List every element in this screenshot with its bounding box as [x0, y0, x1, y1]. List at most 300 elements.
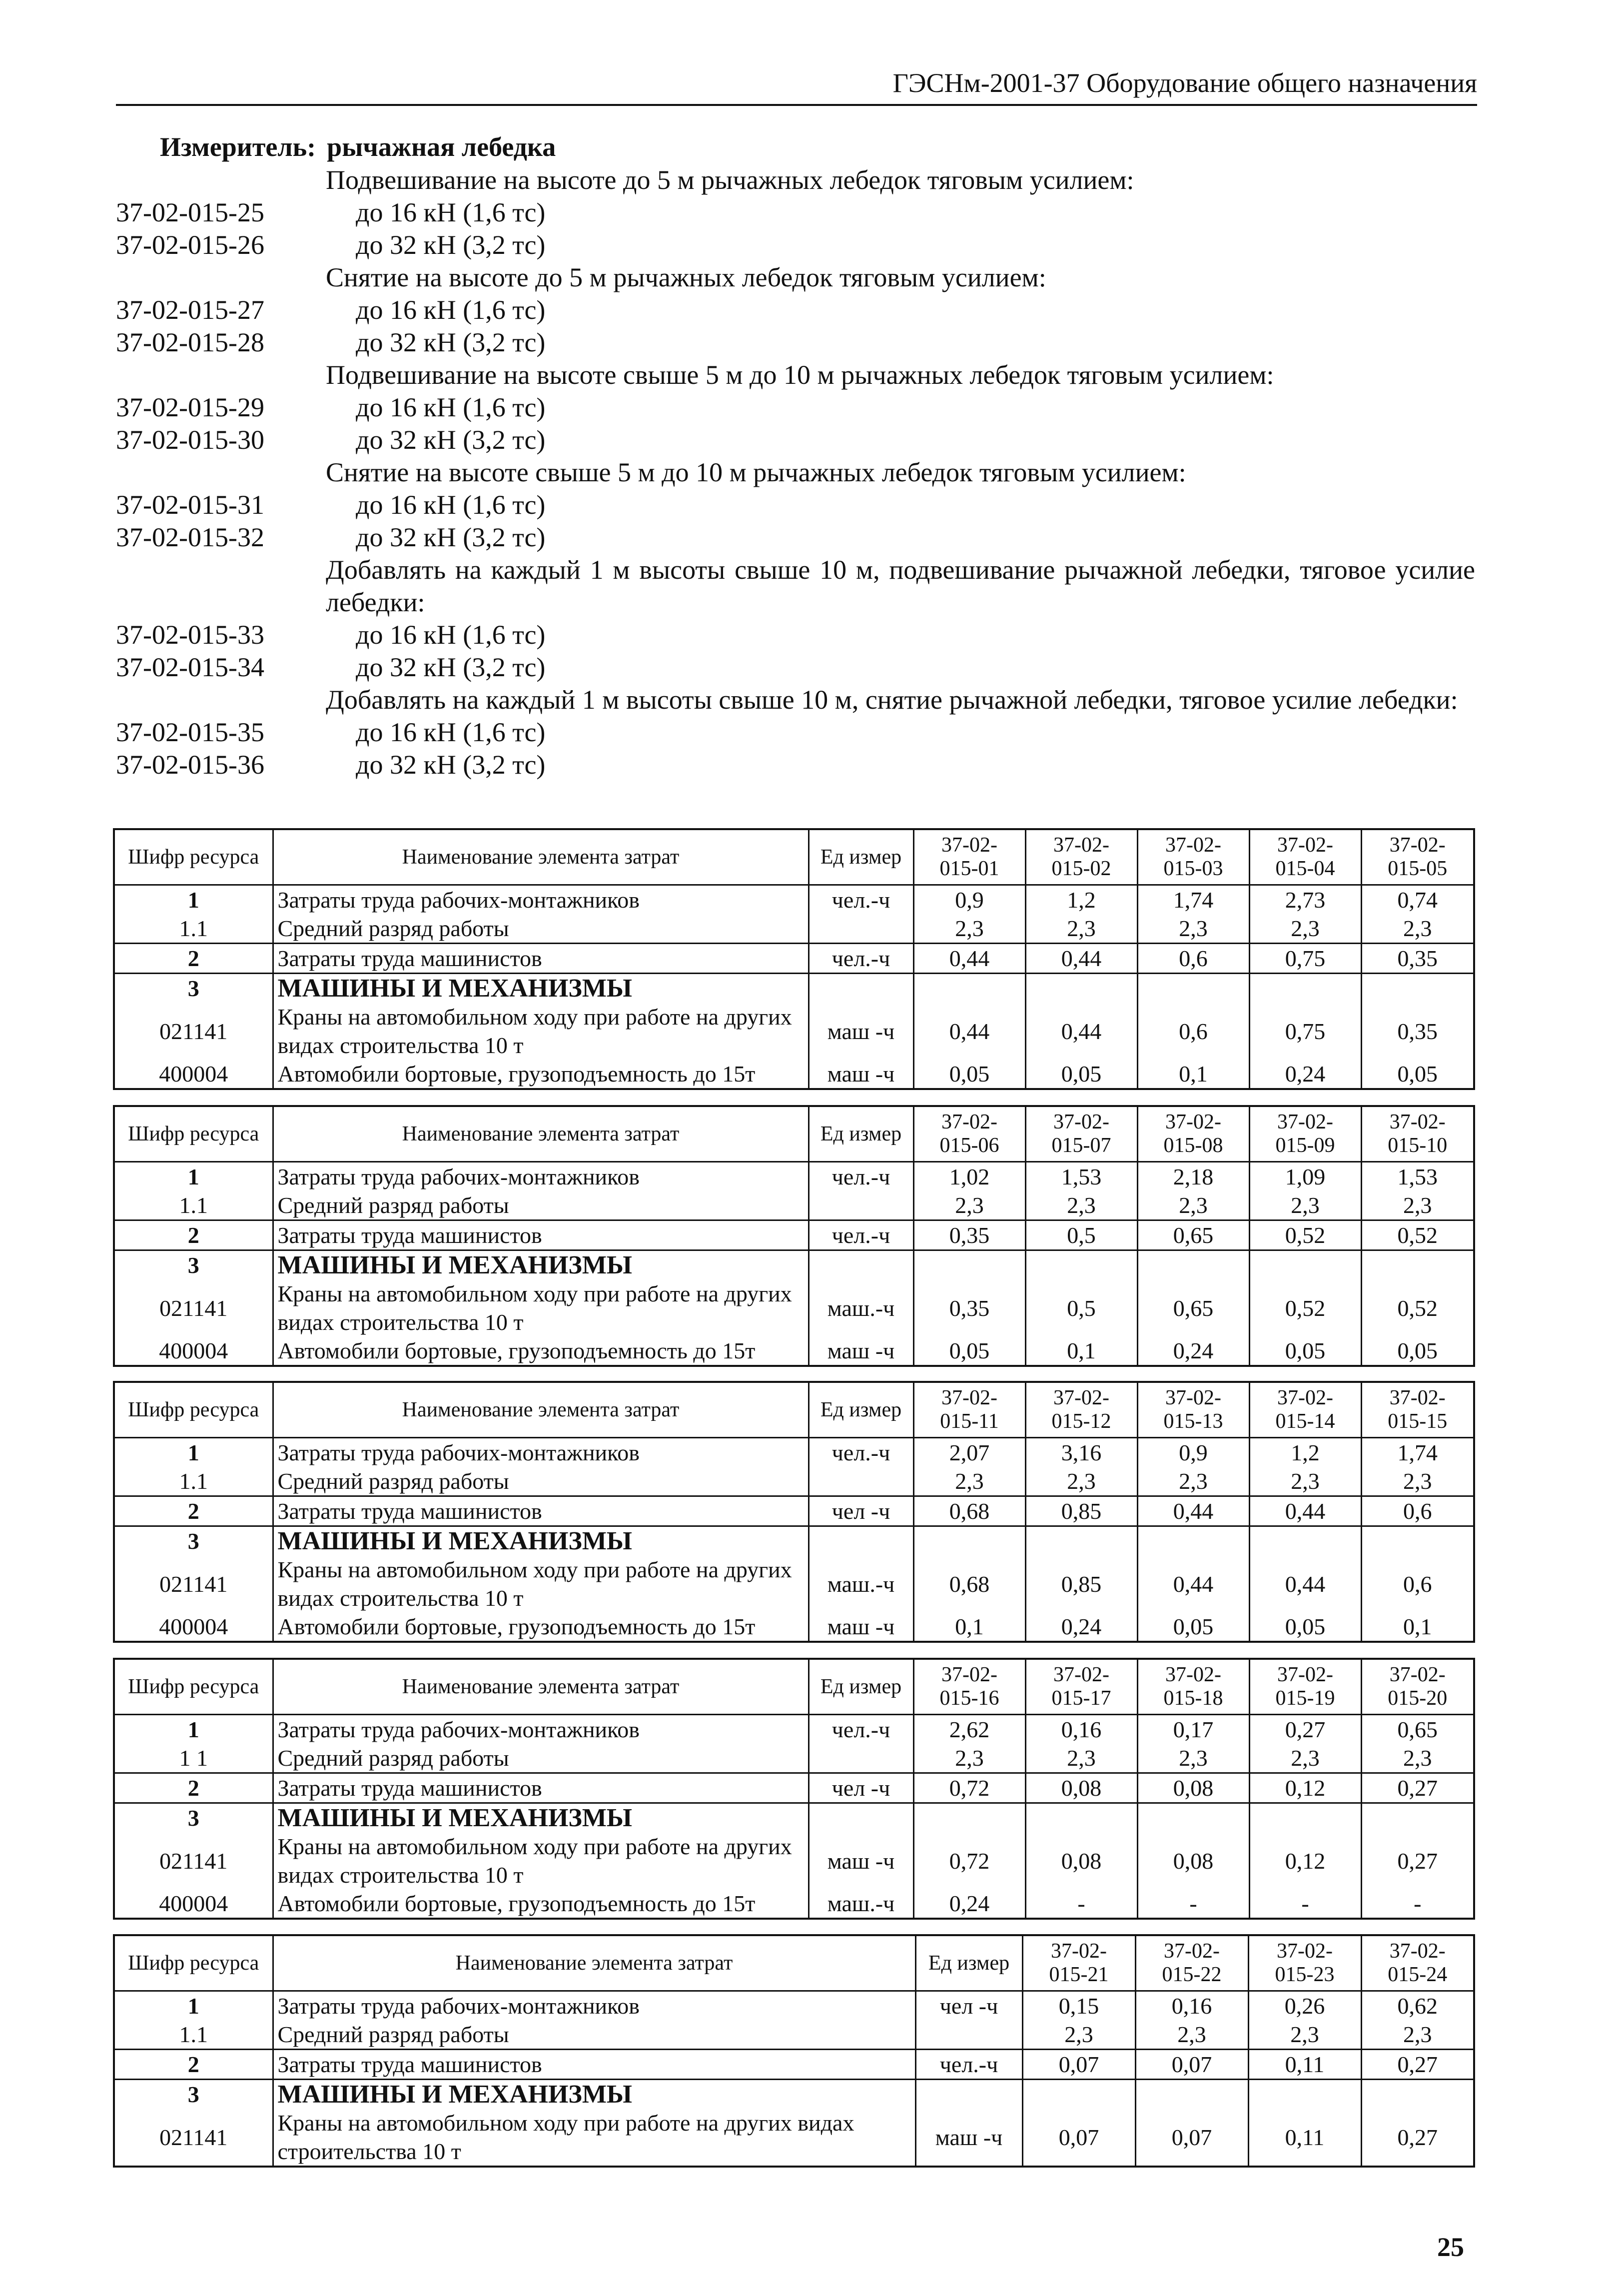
- value-cell: [1025, 974, 1137, 1003]
- cost-element-cell: МАШИНЫ И МЕХАНИЗМЫ: [273, 1250, 809, 1280]
- value-cell: 2,3: [913, 914, 1025, 944]
- value-cell: 2,3: [1249, 1191, 1361, 1220]
- cost-element-cell: Краны на автомобильном ходу при работе на других видах строительства 10 т: [273, 2109, 915, 2167]
- value-cell: 0,65: [1361, 1715, 1474, 1744]
- table-header-row: [114, 1106, 1474, 1162]
- resource-code-cell: 2: [114, 1773, 273, 1803]
- header-norm-code: 37-02- 015-01: [913, 829, 1025, 885]
- cost-element-cell: Средний разряд работы: [273, 914, 809, 944]
- resource-table-2: [113, 1105, 1475, 1367]
- value-cell: [1361, 1803, 1474, 1833]
- item-code: 37-02-015-25: [116, 197, 264, 227]
- cost-element-cell: Краны на автомобильном ходу при работе на других видах строительства 10 т: [273, 1003, 809, 1060]
- table-row: [114, 1612, 1474, 1642]
- cost-element-cell: Затраты труда рабочих-монтажников: [273, 1715, 809, 1744]
- value-cell: 2,3: [1135, 2020, 1248, 2050]
- resource-code-cell: 1.1: [114, 914, 273, 944]
- value-cell: 2,3: [1249, 1744, 1361, 1773]
- header-resource-code: Шифр ресурса: [114, 1382, 273, 1438]
- value-cell: 0,05: [1249, 1612, 1361, 1642]
- cost-element-cell: Затраты труда рабочих-монтажников: [273, 1162, 809, 1191]
- item-group-text: Подвешивание на высоте свыше 5 м до 10 м рычажных лебедок тяговым усилием:: [326, 360, 1274, 390]
- value-cell: 2,3: [913, 1467, 1025, 1496]
- value-cell: 0,5: [1025, 1279, 1137, 1336]
- resource-table-5: [113, 1934, 1475, 2168]
- value-cell: [1025, 1526, 1137, 1556]
- item-text: до 32 кН (3,2 тс): [356, 750, 546, 780]
- value-cell: 1,53: [1361, 1162, 1474, 1191]
- value-cell: 0,9: [1137, 1438, 1249, 1467]
- resource-table-3: [113, 1381, 1475, 1643]
- value-cell: [1249, 1803, 1361, 1833]
- value-cell: 2,3: [1249, 1467, 1361, 1496]
- header-resource-code: Шифр ресурса: [114, 1106, 273, 1162]
- resource-code-cell: 1: [114, 1162, 273, 1191]
- header-norm-code: 37-02- 015-02: [1025, 829, 1137, 885]
- resource-code-cell: 2: [114, 944, 273, 974]
- value-cell: 2,3: [1025, 914, 1137, 944]
- value-cell: 0,44: [1137, 1496, 1249, 1526]
- value-cell: 0,07: [1135, 2050, 1248, 2080]
- value-cell: 0,72: [913, 1773, 1025, 1803]
- value-cell: 0,62: [1361, 1991, 1474, 2021]
- value-cell: 2,3: [913, 1191, 1025, 1220]
- value-cell: 0,1: [913, 1612, 1025, 1642]
- value-cell: 0,24: [1137, 1336, 1249, 1366]
- value-cell: 0,08: [1025, 1832, 1137, 1889]
- unit-cell: [809, 1744, 913, 1773]
- table-row: [114, 1220, 1474, 1250]
- value-cell: 0,75: [1249, 944, 1361, 974]
- unit-cell: маш.-ч: [809, 1555, 913, 1612]
- value-cell: 0,44: [1025, 944, 1137, 974]
- header-norm-code: 37-02- 015-12: [1025, 1382, 1137, 1438]
- measure-value: рычажная лебедка: [327, 132, 556, 162]
- header-norm-code: 37-02- 015-22: [1135, 1935, 1248, 1991]
- resource-code-cell: 3: [114, 2080, 273, 2109]
- resource-table-4: [113, 1658, 1475, 1920]
- unit-cell: [809, 914, 913, 944]
- value-cell: 2,62: [913, 1715, 1025, 1744]
- item-group-row: [116, 456, 1477, 489]
- value-cell: 0,52: [1361, 1279, 1474, 1336]
- table-row: [114, 1889, 1474, 1919]
- value-cell: 0,6: [1137, 944, 1249, 974]
- resource-code-cell: 400004: [114, 1889, 273, 1919]
- table-row: [114, 1003, 1474, 1060]
- table-row: [114, 2080, 1474, 2109]
- resource-code-cell: 1: [114, 1715, 273, 1744]
- item-row: [116, 619, 1477, 651]
- value-cell: 2,3: [1361, 914, 1474, 944]
- value-cell: 2,3: [1137, 1744, 1249, 1773]
- item-text: до 16 кН (1,6 тс): [356, 295, 546, 325]
- value-cell: 2,3: [913, 1744, 1025, 1773]
- value-cell: 0,74: [1361, 885, 1474, 915]
- item-row: [116, 294, 1477, 326]
- resource-code-cell: 1.1: [114, 1191, 273, 1220]
- item-code: 37-02-015-31: [116, 490, 264, 520]
- cost-element-cell: МАШИНЫ И МЕХАНИЗМЫ: [273, 974, 809, 1003]
- value-cell: 0,27: [1249, 1715, 1361, 1744]
- value-cell: 0,35: [1361, 1003, 1474, 1060]
- unit-cell: маш -ч: [809, 1003, 913, 1060]
- item-row: [116, 489, 1477, 521]
- value-cell: [1025, 1803, 1137, 1833]
- item-group-row: [116, 261, 1477, 294]
- resource-code-cell: 2: [114, 1496, 273, 1526]
- value-cell: 0,1: [1025, 1336, 1137, 1366]
- value-cell: -: [1361, 1889, 1474, 1919]
- unit-cell: чел.-ч: [809, 885, 913, 915]
- value-cell: 0,05: [1249, 1336, 1361, 1366]
- header-norm-code: 37-02- 015-08: [1137, 1106, 1249, 1162]
- header-cost-element: Наименование элемента затрат: [273, 1106, 809, 1162]
- item-group-row: [116, 164, 1477, 196]
- table-row: [114, 885, 1474, 915]
- unit-cell: чел -ч: [809, 1496, 913, 1526]
- cost-element-cell: Средний разряд работы: [273, 2020, 915, 2050]
- value-cell: [1249, 974, 1361, 1003]
- running-header: ГЭСНм-2001-37 Оборудование общего назначения: [892, 68, 1477, 98]
- table-row: [114, 1438, 1474, 1467]
- unit-cell: маш -ч: [809, 1612, 913, 1642]
- value-cell: 0,05: [913, 1060, 1025, 1089]
- value-cell: 0,44: [913, 1003, 1025, 1060]
- table-row: [114, 1279, 1474, 1336]
- unit-cell: чел.-ч: [915, 2050, 1022, 2080]
- value-cell: 0,16: [1025, 1715, 1137, 1744]
- unit-cell: [809, 974, 913, 1003]
- unit-cell: чел -ч: [915, 1991, 1022, 2021]
- unit-cell: [915, 2020, 1022, 2050]
- value-cell: [1137, 1803, 1249, 1833]
- header-norm-code: 37-02- 015-03: [1137, 829, 1249, 885]
- value-cell: 2,3: [1361, 1467, 1474, 1496]
- table-row: [114, 1773, 1474, 1803]
- header-norm-code: 37-02- 015-16: [913, 1659, 1025, 1715]
- unit-cell: маш.-ч: [809, 1889, 913, 1919]
- value-cell: 2,3: [1025, 1467, 1137, 1496]
- value-cell: 1,09: [1249, 1162, 1361, 1191]
- cost-element-cell: Средний разряд работы: [273, 1467, 809, 1496]
- value-cell: [1137, 1250, 1249, 1280]
- value-cell: 0,85: [1025, 1496, 1137, 1526]
- value-cell: 0,68: [913, 1496, 1025, 1526]
- measure-label: Измеритель:: [160, 132, 316, 162]
- table-row: [114, 1803, 1474, 1833]
- header-norm-code: 37-02- 015-23: [1248, 1935, 1361, 1991]
- item-group-text: Снятие на высоте до 5 м рычажных лебедок тяговым усилием:: [326, 262, 1046, 292]
- value-cell: 0,44: [913, 944, 1025, 974]
- work-item-list: [116, 164, 1477, 781]
- unit-cell: чел.-ч: [809, 1715, 913, 1744]
- cost-element-cell: Затраты труда рабочих-монтажников: [273, 1991, 915, 2021]
- unit-cell: [809, 1526, 913, 1556]
- item-text: до 16 кН (1,6 тс): [356, 490, 546, 520]
- value-cell: 0,35: [913, 1220, 1025, 1250]
- resource-code-cell: 2: [114, 1220, 273, 1250]
- cost-element-cell: Краны на автомобильном ходу при работе на других видах строительства 10 т: [273, 1832, 809, 1889]
- cost-element-cell: Автомобили бортовые, грузоподъемность до 15т: [273, 1336, 809, 1366]
- resource-code-cell: 021141: [114, 1279, 273, 1336]
- item-row: [116, 521, 1477, 554]
- item-text: до 32 кН (3,2 тс): [356, 652, 546, 682]
- value-cell: 0,05: [1137, 1612, 1249, 1642]
- value-cell: 0,6: [1361, 1555, 1474, 1612]
- value-cell: 0,65: [1137, 1279, 1249, 1336]
- value-cell: 0,52: [1249, 1279, 1361, 1336]
- item-text: до 16 кН (1,6 тс): [356, 717, 546, 747]
- item-row: [116, 424, 1477, 456]
- table-row: [114, 2109, 1474, 2167]
- item-row: [116, 749, 1477, 781]
- value-cell: 0,75: [1249, 1003, 1361, 1060]
- cost-element-cell: Затраты труда машинистов: [273, 1220, 809, 1250]
- header-cost-element: Наименование элемента затрат: [273, 1382, 809, 1438]
- value-cell: 0,11: [1248, 2109, 1361, 2167]
- value-cell: [1137, 974, 1249, 1003]
- value-cell: -: [1137, 1889, 1249, 1919]
- header-norm-code: 37-02- 015-05: [1361, 829, 1474, 885]
- header-norm-code: 37-02- 015-19: [1249, 1659, 1361, 1715]
- value-cell: 0,1: [1137, 1060, 1249, 1089]
- value-cell: 2,73: [1249, 885, 1361, 915]
- item-code: 37-02-015-33: [116, 620, 264, 650]
- table-row: [114, 1162, 1474, 1191]
- table-row: [114, 974, 1474, 1003]
- value-cell: 2,3: [1361, 2020, 1474, 2050]
- measure-line: [160, 131, 556, 163]
- value-cell: 0,44: [1249, 1555, 1361, 1612]
- cost-element-cell: Затраты труда рабочих-монтажников: [273, 1438, 809, 1467]
- value-cell: 0,35: [913, 1279, 1025, 1336]
- cost-element-cell: Автомобили бортовые, грузоподъемность до 15т: [273, 1889, 809, 1919]
- item-row: [116, 391, 1477, 424]
- item-text: до 16 кН (1,6 тс): [356, 620, 546, 650]
- value-cell: 0,68: [913, 1555, 1025, 1612]
- item-code: 37-02-015-34: [116, 652, 264, 682]
- resource-code-cell: 021141: [114, 2109, 273, 2167]
- header-norm-code: 37-02- 015-17: [1025, 1659, 1137, 1715]
- table-header-row: [114, 1659, 1474, 1715]
- value-cell: 1,2: [1025, 885, 1137, 915]
- resource-code-cell: 3: [114, 974, 273, 1003]
- header-norm-code: 37-02- 015-24: [1361, 1935, 1474, 1991]
- item-code: 37-02-015-32: [116, 522, 264, 552]
- item-group-text: Снятие на высоте свыше 5 м до 10 м рычажных лебедок тяговым усилием:: [326, 457, 1186, 487]
- header-unit: Ед измер: [915, 1935, 1022, 1991]
- value-cell: 0,27: [1361, 2050, 1474, 2080]
- cost-element-cell: МАШИНЫ И МЕХАНИЗМЫ: [273, 1803, 809, 1833]
- item-group-row: [116, 684, 1477, 716]
- value-cell: 0,27: [1361, 1773, 1474, 1803]
- resource-code-cell: 1.1: [114, 1467, 273, 1496]
- value-cell: 0,12: [1249, 1832, 1361, 1889]
- resource-code-cell: 2: [114, 2050, 273, 2080]
- resource-code-cell: 1: [114, 1438, 273, 1467]
- header-norm-code: 37-02- 015-14: [1249, 1382, 1361, 1438]
- header-unit: Ед измер: [809, 1106, 913, 1162]
- header-norm-code: 37-02- 015-13: [1137, 1382, 1249, 1438]
- value-cell: 0,1: [1361, 1612, 1474, 1642]
- value-cell: 0,44: [1249, 1496, 1361, 1526]
- cost-element-cell: Затраты труда машинистов: [273, 944, 809, 974]
- item-text: до 32 кН (3,2 тс): [356, 522, 546, 552]
- value-cell: 2,3: [1249, 914, 1361, 944]
- value-cell: 0,08: [1025, 1773, 1137, 1803]
- table-row: [114, 1467, 1474, 1496]
- header-norm-code: 37-02- 015-20: [1361, 1659, 1474, 1715]
- value-cell: 2,3: [1361, 1744, 1474, 1773]
- resource-code-cell: 3: [114, 1803, 273, 1833]
- value-cell: 0,07: [1022, 2050, 1135, 2080]
- item-text: до 32 кН (3,2 тс): [356, 327, 546, 357]
- value-cell: [913, 1803, 1025, 1833]
- table-row: [114, 2020, 1474, 2050]
- item-group-text: Добавлять на каждый 1 м высоты свыше 10 м, подвешивание рычажной лебедки, тяговое усилие лебедки:: [326, 555, 1475, 617]
- unit-cell: чел.-ч: [809, 1162, 913, 1191]
- item-row: [116, 196, 1477, 229]
- cost-element-cell: Затраты труда машинистов: [273, 1773, 809, 1803]
- item-group-text: Подвешивание на высоте до 5 м рычажных лебедок тяговым усилием:: [326, 165, 1134, 195]
- value-cell: [1249, 1250, 1361, 1280]
- resource-code-cell: 3: [114, 1250, 273, 1280]
- value-cell: 0,44: [1025, 1003, 1137, 1060]
- header-norm-code: 37-02- 015-18: [1137, 1659, 1249, 1715]
- table-row: [114, 1336, 1474, 1366]
- table-header-row: [114, 829, 1474, 885]
- unit-cell: маш.-ч: [809, 1279, 913, 1336]
- value-cell: 1,02: [913, 1162, 1025, 1191]
- item-text: до 32 кН (3,2 тс): [356, 230, 546, 260]
- resource-code-cell: 1: [114, 885, 273, 915]
- header-norm-code: 37-02- 015-10: [1361, 1106, 1474, 1162]
- value-cell: 0,65: [1137, 1220, 1249, 1250]
- value-cell: 0,11: [1248, 2050, 1361, 2080]
- unit-cell: маш -ч: [915, 2109, 1022, 2167]
- table-row: [114, 1191, 1474, 1220]
- table-row: [114, 1496, 1474, 1526]
- table-header-row: [114, 1935, 1474, 1991]
- resource-code-cell: 1: [114, 1991, 273, 2021]
- unit-cell: [809, 1250, 913, 1280]
- unit-cell: маш -ч: [809, 1060, 913, 1089]
- value-cell: 0,16: [1135, 1991, 1248, 2021]
- header-norm-code: 37-02- 015-15: [1361, 1382, 1474, 1438]
- table-row: [114, 1744, 1474, 1773]
- cost-element-cell: МАШИНЫ И МЕХАНИЗМЫ: [273, 1526, 809, 1556]
- cost-element-cell: МАШИНЫ И МЕХАНИЗМЫ: [273, 2080, 915, 2109]
- table-row: [114, 1832, 1474, 1889]
- unit-cell: маш -ч: [809, 1336, 913, 1366]
- value-cell: -: [1025, 1889, 1137, 1919]
- header-unit: Ед измер: [809, 1659, 913, 1715]
- value-cell: 0,85: [1025, 1555, 1137, 1612]
- cost-element-cell: Средний разряд работы: [273, 1744, 809, 1773]
- value-cell: 0,24: [1025, 1612, 1137, 1642]
- value-cell: 2,3: [1137, 1467, 1249, 1496]
- unit-cell: чел.-ч: [809, 944, 913, 974]
- item-code: 37-02-015-30: [116, 425, 264, 455]
- value-cell: 0,6: [1361, 1496, 1474, 1526]
- resource-code-cell: 021141: [114, 1832, 273, 1889]
- value-cell: [1022, 2080, 1135, 2109]
- value-cell: 0,52: [1249, 1220, 1361, 1250]
- value-cell: 2,3: [1025, 1744, 1137, 1773]
- cost-element-cell: Краны на автомобильном ходу при работе на других видах строительства 10 т: [273, 1279, 809, 1336]
- header-norm-code: 37-02- 015-11: [913, 1382, 1025, 1438]
- table-row: [114, 944, 1474, 974]
- value-cell: -: [1249, 1889, 1361, 1919]
- value-cell: [1361, 1526, 1474, 1556]
- header-resource-code: Шифр ресурса: [114, 1935, 273, 1991]
- unit-cell: чел -ч: [809, 1773, 913, 1803]
- item-group-row: [116, 554, 1477, 619]
- value-cell: 0,27: [1361, 2109, 1474, 2167]
- value-cell: 1,53: [1025, 1162, 1137, 1191]
- resource-code-cell: 021141: [114, 1555, 273, 1612]
- header-unit: Ед измер: [809, 829, 913, 885]
- header-norm-code: 37-02- 015-07: [1025, 1106, 1137, 1162]
- header-norm-code: 37-02- 015-04: [1249, 829, 1361, 885]
- unit-cell: чел.-ч: [809, 1220, 913, 1250]
- value-cell: 3,16: [1025, 1438, 1137, 1467]
- table-row: [114, 1060, 1474, 1089]
- item-text: до 32 кН (3,2 тс): [356, 425, 546, 455]
- value-cell: 0,07: [1022, 2109, 1135, 2167]
- table-row: [114, 1526, 1474, 1556]
- value-cell: 0,08: [1137, 1773, 1249, 1803]
- table-header-row: [114, 1382, 1474, 1438]
- value-cell: 2,07: [913, 1438, 1025, 1467]
- header-resource-code: Шифр ресурса: [114, 1659, 273, 1715]
- value-cell: 0,27: [1361, 1832, 1474, 1889]
- cost-element-cell: Автомобили бортовые, грузоподъемность до 15т: [273, 1612, 809, 1642]
- header-cost-element: Наименование элемента затрат: [273, 1935, 915, 1991]
- cost-element-cell: Краны на автомобильном ходу при работе на других видах строительства 10 т: [273, 1555, 809, 1612]
- table-row: [114, 1250, 1474, 1280]
- value-cell: 0,26: [1248, 1991, 1361, 2021]
- header-norm-code: 37-02- 015-09: [1249, 1106, 1361, 1162]
- value-cell: 0,24: [1249, 1060, 1361, 1089]
- header-norm-code: 37-02- 015-06: [913, 1106, 1025, 1162]
- value-cell: [913, 974, 1025, 1003]
- value-cell: 0,15: [1022, 1991, 1135, 2021]
- item-code: 37-02-015-36: [116, 750, 264, 780]
- value-cell: 2,3: [1137, 1191, 1249, 1220]
- value-cell: [1025, 1250, 1137, 1280]
- value-cell: [1361, 1250, 1474, 1280]
- table-row: [114, 1555, 1474, 1612]
- value-cell: 0,52: [1361, 1220, 1474, 1250]
- item-row: [116, 229, 1477, 261]
- table-row: [114, 914, 1474, 944]
- item-row: [116, 326, 1477, 359]
- value-cell: [1137, 1526, 1249, 1556]
- value-cell: 0,6: [1137, 1003, 1249, 1060]
- value-cell: 0,44: [1137, 1555, 1249, 1612]
- value-cell: 1,74: [1137, 885, 1249, 915]
- unit-cell: [809, 1191, 913, 1220]
- value-cell: [913, 1250, 1025, 1280]
- value-cell: 0,24: [913, 1889, 1025, 1919]
- value-cell: 2,3: [1022, 2020, 1135, 2050]
- value-cell: 0,05: [1361, 1060, 1474, 1089]
- resource-table-1: [113, 828, 1475, 1090]
- item-text: до 16 кН (1,6 тс): [356, 197, 546, 227]
- resource-code-cell: 1.1: [114, 2020, 273, 2050]
